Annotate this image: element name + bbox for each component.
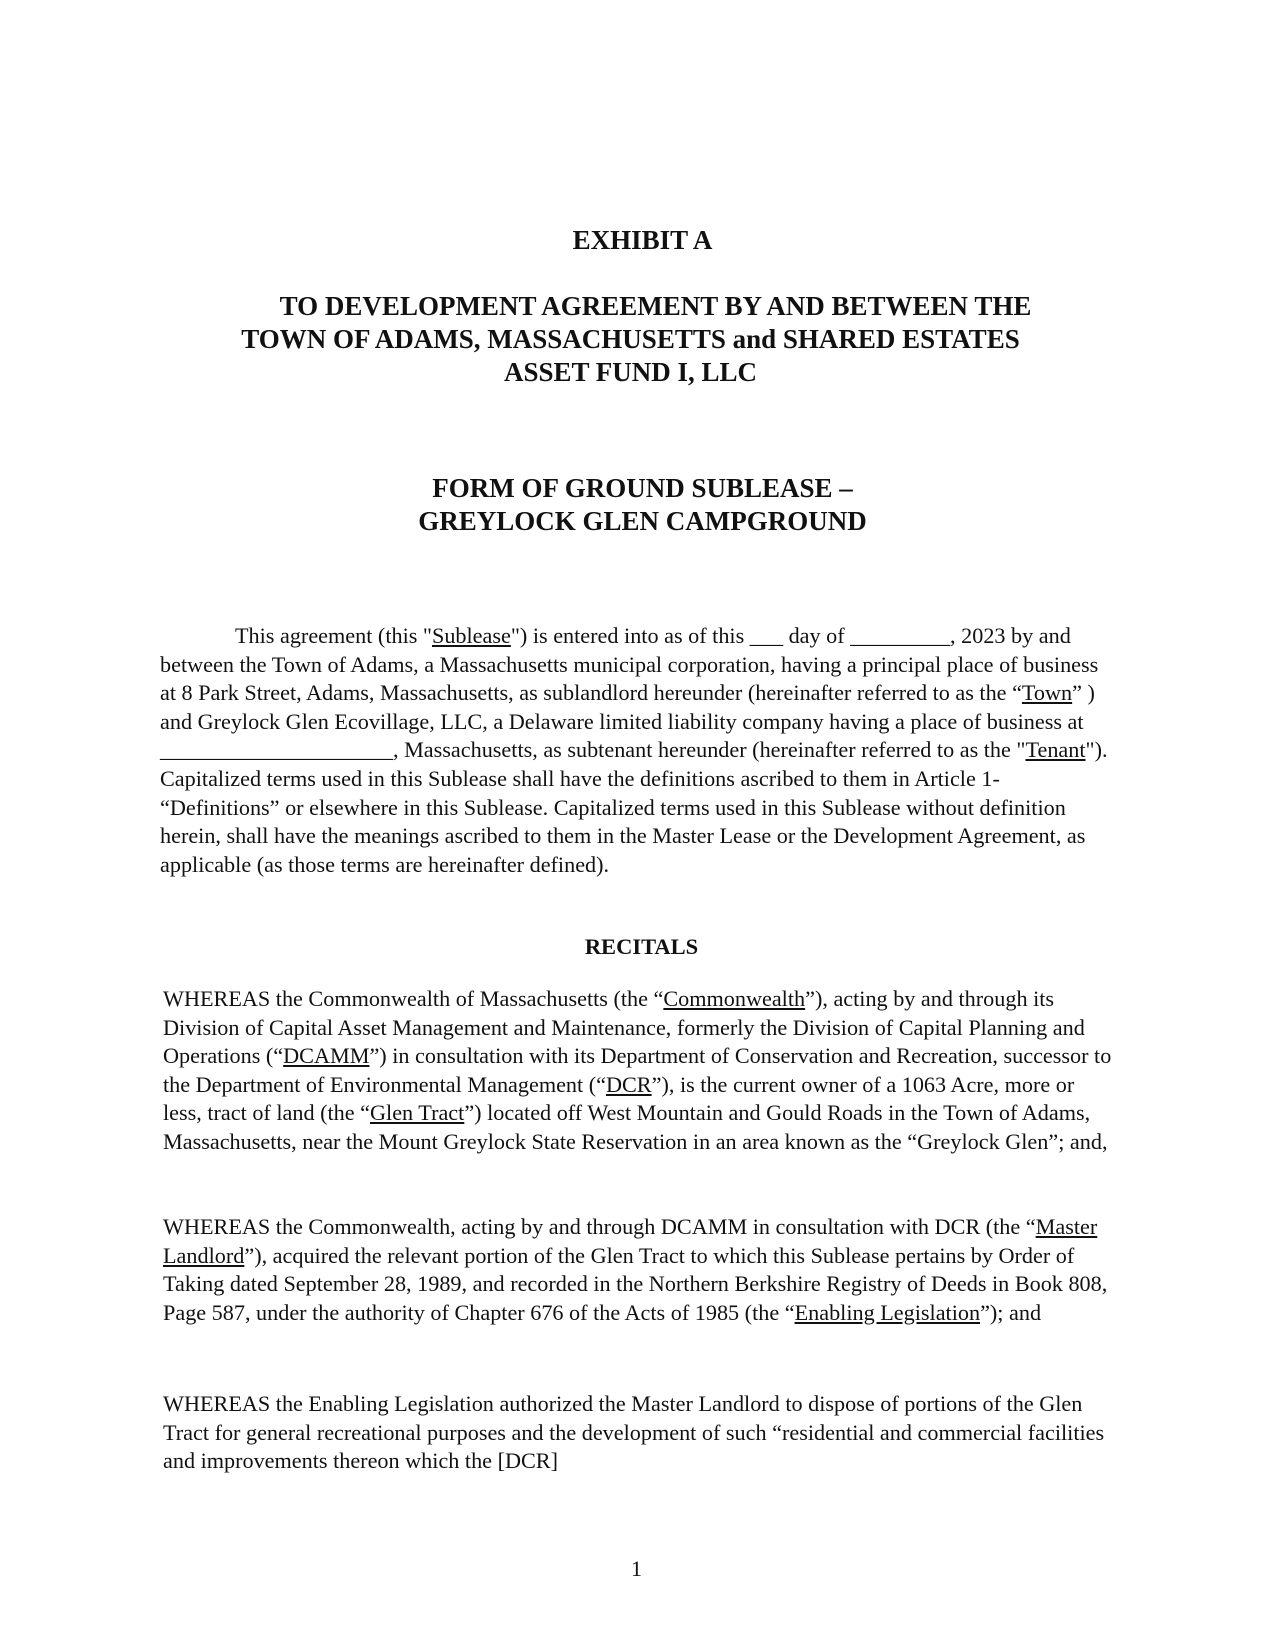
form-title [12,472,1261,538]
defined-term-dcamm: DCAMM [283,1043,370,1069]
defined-term-master-landlord: Master Landlord [163,1214,1098,1268]
text-run: ” ) and Greylock Glen Ecovillage, LLC, a Delaware limited liability company having a place of business at _____________________, Massachusetts, as subtenant hereunder (hereinafter referred to as the " [160,680,1095,763]
defined-term-commonwealth: Commonwealth [663,986,806,1011]
text-run: ”) located off West Mountain and Gould Roads in the Town of Adams, Massachusetts, near the Mount Greylock State Reservation in an area known as the “Greylock Glen”; and, [163,1100,1108,1154]
defined-term-glen-tract: Glen Tract [370,1100,465,1126]
text-run: ”); and [980,1299,1042,1325]
text-run: WHEREAS the Commonwealth, acting by and through DCAMM in consultation with DCR (the “ [163,1214,1036,1239]
defined-term-dcr: DCR [605,1071,652,1097]
text-run: ”), acting by and through its Division of Capital Asset Management and Maintenance, formerly the Division of Capital Planning and Operations (“ [163,986,1085,1069]
subtitle-line-1: TO DEVELOPMENT AGREEMENT BY AND BETWEEN THE [279,291,1032,321]
text-run: ”) in consultation with its Department of Conservation and Recreation, successor to the Department of Environmental Management (“ [163,1043,1112,1097]
recitals-heading: RECITALS [584,934,699,959]
exhibit-title: EXHIBIT A [572,225,713,255]
subtitle-line-3: ASSET FUND I, LLC [503,357,758,387]
text-run: ”), acquired the relevant portion of the Glen Tract to which this Sublease pertains by Order of Taking dated September 28, 1989, and recorded in the Northern Berkshire Registry of Deeds in Book 808, Page 587, under the authority of Chapter 676 of the Acts of 1985 (the “ [163,1242,1108,1325]
defined-term-town: Town [1021,680,1073,706]
text-run: WHEREAS the Enabling Legislation authorized the Master Landlord to dispose of portions of the Glen Tract for general recreational purposes and the development of such “residential and commercial facilities and improvements thereon which the [DCR] [163,1391,1105,1474]
form-title-line-1: FORM OF GROUND SUBLEASE – [432,473,853,503]
text-run: ”), is the current owner of a 1063 Acre, more or less, tract of land (the “ [163,1071,1075,1126]
text-run: "). Capitalized terms used in this Sublease shall have the definitions ascribed to them in Article 1- “Definitions” or elsewhere in this Sublease. Capitalized terms used in this Sublease without definition herein, shall have the meanings ascribed to them in the Master Lease or the Development Agreement, as applicable (as those terms are hereinafter defined). [160,737,1108,877]
defined-term-enabling-legislation: Enabling Legislation [794,1299,981,1325]
recital-paragraph-1 [163,985,1113,1157]
page-number: 1 [631,1556,642,1581]
defined-term-sublease: Sublease [431,623,511,648]
defined-term-tenant: Tenant [1025,737,1086,763]
text-run: WHEREAS the Commonwealth of Massachusetts (the “ [163,986,664,1011]
text-run: This agreement (this " [235,623,432,648]
subtitle-line-2: TOWN OF ADAMS, MASSACHUSETTS and SHARED ESTATES [241,324,1020,354]
agreement-subtitle [0,290,1261,389]
intro-paragraph [160,622,1110,879]
recital-paragraph-2 [163,1213,1113,1327]
recital-paragraph-3 [163,1390,1113,1476]
form-title-line-2: GREYLOCK GLEN CAMPGROUND [418,506,867,536]
text-run: ") is entered into as of this ___ day of _________, 2023 by and between the Town of Adams, a Massachusetts municipal corporation, having a principal place of business at 8 Park Street, Adams, Massachusetts, as sublandlord hereunder (hereinafter referred to as the “ [160,623,1099,706]
